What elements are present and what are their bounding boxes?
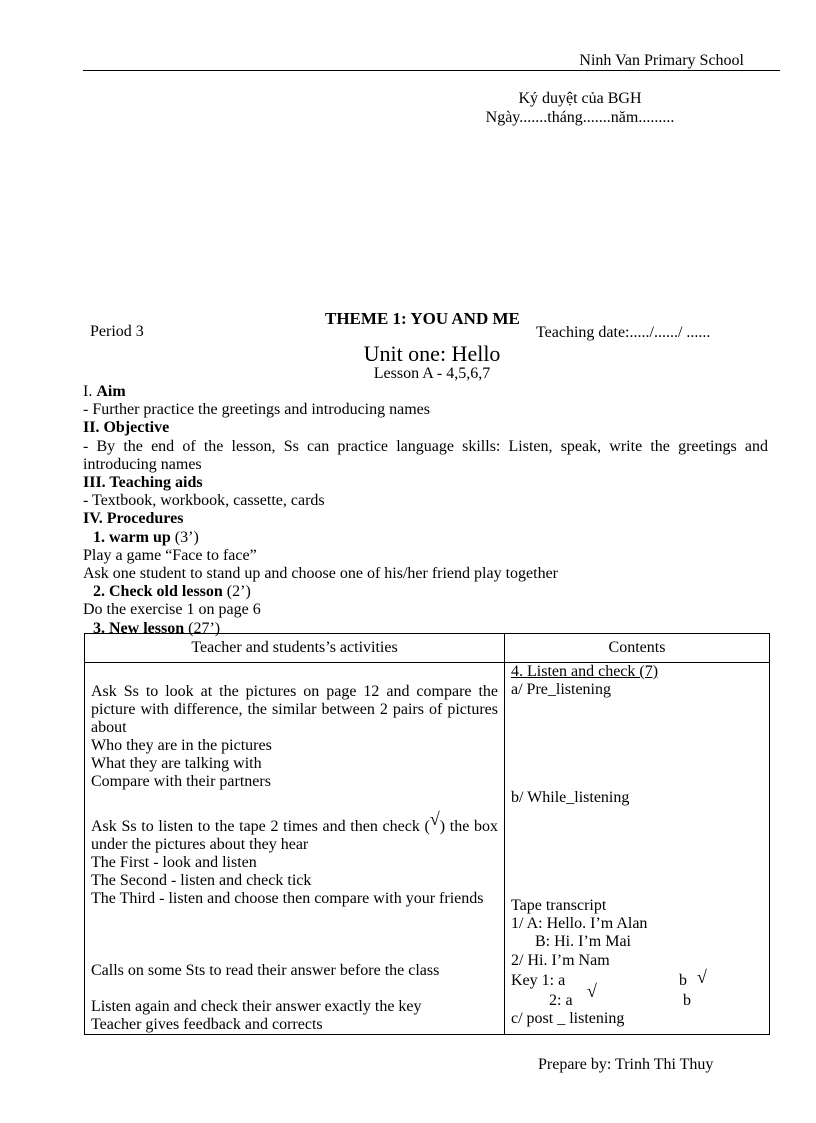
content-text: B: Hi. I’m Mai [535, 933, 631, 951]
activity-text: The First - look and listen [91, 853, 257, 871]
lesson-plan-body [83, 383, 768, 638]
aids-title: Teaching aids [109, 474, 203, 492]
content-text: 2/ Hi. I’m Nam [511, 951, 610, 969]
objective-heading [83, 419, 768, 437]
aids-heading [83, 474, 768, 492]
activity-text-part: Ask Ss to listen to the tape 2 times and then check ( [91, 817, 430, 835]
new-lesson-title: 3. New lesson [93, 619, 185, 637]
period-label: Period 3 [90, 323, 144, 340]
warmup-time: (3’) [170, 528, 199, 546]
key-line-1 [511, 966, 763, 992]
content-text: a/ Pre_listening [511, 681, 611, 699]
activity-text: Listen again and check their answer exactly the key [91, 998, 422, 1016]
key-1-b: b [679, 971, 687, 989]
content-text: b/ While_listening [511, 789, 630, 807]
activity-text [91, 808, 498, 854]
activity-text: Compare with their partners [91, 773, 271, 791]
check-time: (2’) [222, 583, 251, 601]
activity-text: The Third - listen and choose then compare with your friends [91, 889, 484, 907]
objective-title: Objective [103, 419, 170, 437]
header-contents: Contents [505, 634, 770, 663]
aids-number: III. [83, 474, 110, 492]
lesson-subtitle: Lesson A - 4,5,6,7 [373, 365, 491, 382]
checkmark-icon: √ [697, 966, 707, 987]
content-text: c/ post _ listening [511, 1009, 625, 1027]
unit-title: Unit one: Hello [363, 341, 501, 366]
activity-text: Who they are in the pictures [91, 737, 272, 755]
content-text: Tape transcript [511, 897, 607, 915]
warmup-heading [83, 529, 768, 547]
key-1-text: Key 1: a [511, 971, 566, 989]
key-2-b: b [683, 991, 691, 1009]
aids-text: - Textbook, workbook, cassette, cards [83, 492, 325, 510]
teaching-date: Teaching date:...../....../ ...... [536, 324, 711, 341]
theme-title: THEME 1: YOU AND ME [325, 309, 520, 328]
content-text: 1/ A: Hello. I’m Alan [511, 915, 648, 933]
activities-table [84, 633, 770, 1035]
contents-cell [505, 663, 770, 1035]
activity-text: What they are talking with [91, 755, 262, 773]
content-heading: 4. Listen and check (7) [511, 663, 659, 680]
prepared-by: Prepare by: Trinh Thi Thuy [538, 1056, 714, 1073]
approval-line-2: Ngày.......tháng.......năm......... [485, 109, 675, 126]
school-name: Ninh Van Primary School [579, 52, 744, 69]
checkmark-icon: √ [429, 808, 440, 829]
warmup-line-2: Ask one student to stand up and choose one of his/her friend play together [83, 565, 558, 583]
approval-line-1: Ký duyệt của BGH [518, 90, 642, 107]
header-rule [83, 70, 780, 71]
objective-text: - By the end of the lesson, Ss can practice language skills: Listen, speak, write the greetings and introducing names [83, 437, 768, 473]
activity-text: The Second - listen and check tick [91, 871, 312, 889]
warmup-line-1: Play a game “Face to face” [83, 546, 257, 564]
warmup-title: 1. warm up [93, 528, 171, 546]
aim-text: - Further practice the greetings and introducing names [83, 401, 430, 419]
checkmark-icon: √ [587, 980, 597, 1001]
procedures-title: IV. Procedures [83, 510, 184, 528]
check-line: Do the exercise 1 on page 6 [83, 601, 261, 619]
aim-heading [83, 383, 768, 401]
table-row [85, 663, 770, 1035]
aim-number: I. [83, 383, 97, 400]
header-activities: Teacher and students’s activities [85, 634, 505, 663]
objective-number: II. [83, 419, 104, 437]
procedures-heading [83, 510, 768, 528]
aim-title: Aim [96, 383, 126, 400]
activities-cell [85, 663, 505, 1035]
check-title: 2. Check old lesson [93, 583, 223, 601]
check-heading [83, 583, 768, 601]
activity-text: Calls on some Sts to read their answer before the class [91, 962, 440, 980]
activity-text: Ask Ss to look at the pictures on page 12 and compare the picture with difference, the similar between 2 pairs of pictures about [91, 683, 498, 737]
table-header-row [85, 634, 770, 663]
activity-text: Teacher gives feedback and corrects [91, 1016, 323, 1034]
activity-text-part: ) the box under the pictures about they hear [91, 817, 498, 853]
approval-block [0, 89, 816, 127]
new-lesson-time: (27’) [184, 619, 221, 637]
key-2-text: 2: a [549, 991, 573, 1009]
